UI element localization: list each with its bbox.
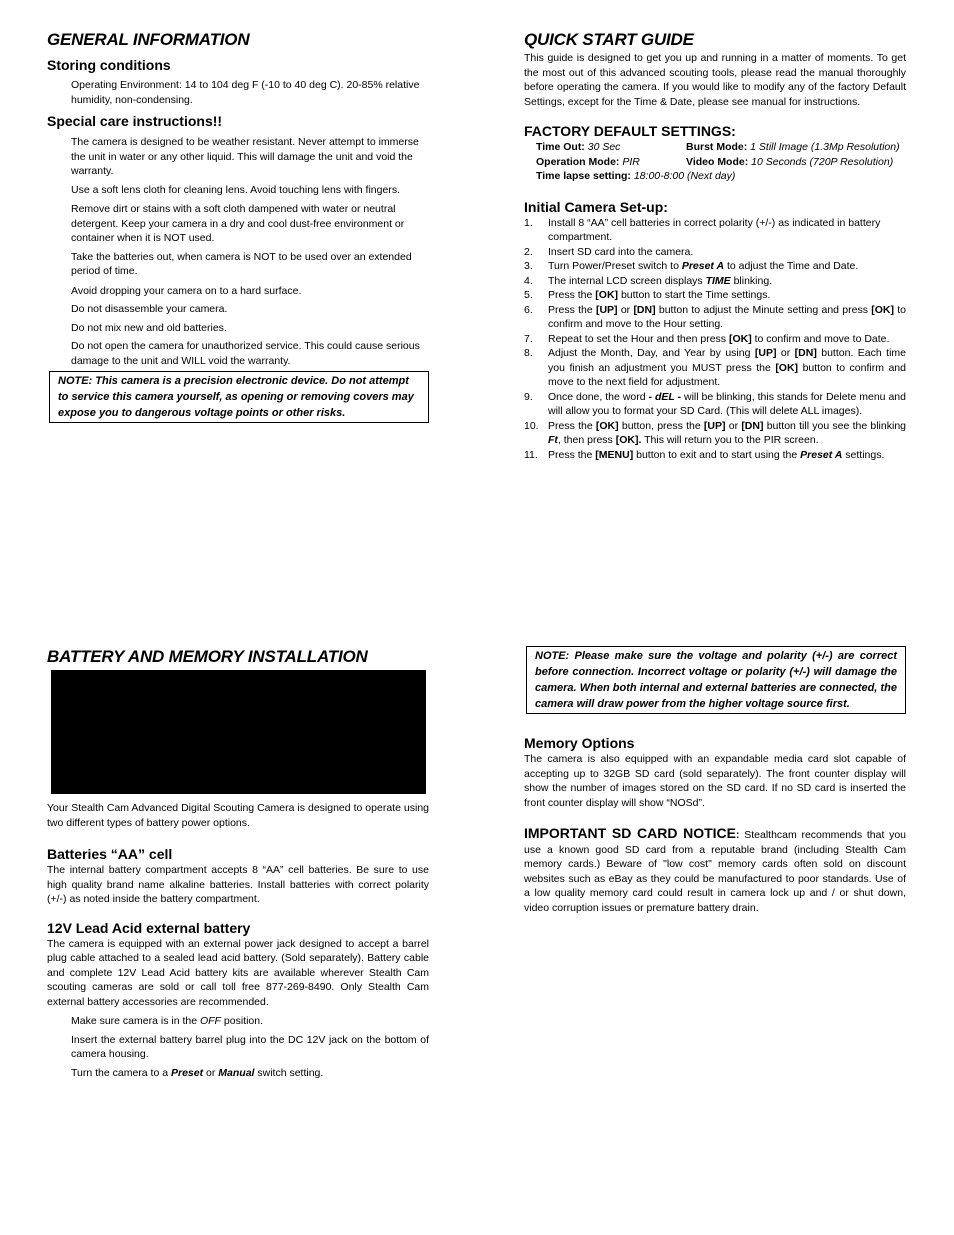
defaults-row — [536, 140, 906, 155]
care-list — [47, 135, 429, 368]
memory-options-heading: Memory Options — [524, 735, 635, 751]
step-text: The internal LCD screen displays TIME blinking. — [548, 274, 773, 287]
step-text: Press the [OK] button to start the Time settings. — [548, 289, 771, 301]
camera-image-placeholder — [51, 670, 426, 794]
step-number: 4. — [524, 274, 533, 287]
external-step: Make sure camera is in the OFF position. — [71, 1015, 263, 1027]
lead-acid-text: The camera is equipped with an external power jack designed to accept a barrel plug cable attached to a sealed lead acid battery. (Sold separately). Battery cable and complete 12V Lead Acid battery kits are available wherever Stealth Cam scouting cameras are sold or call toll free 877-269-8490. Only Stealth Cam external battery accessories are recommended. — [47, 937, 429, 1008]
setup-step — [524, 288, 906, 303]
care-item: Do not open the camera for unauthorized service. This could cause serious damage to the unit and WILL void the warranty. — [71, 340, 420, 367]
voltage-warning-note: NOTE: Please make sure the voltage and polarity (+/-) are correct before connection. Incorrect voltage or polarity (+/-) will damage the camera. When both internal and external batteries are connected, the camera will draw power from the higher voltage source first. — [526, 646, 906, 714]
defaults-row — [536, 169, 906, 184]
step-number: 7. — [524, 332, 533, 345]
memory-options-text: The camera is also equipped with an expandable media card slot capable of accepting up to 32GB SD card (sold separately). The front counter display will show the number of images stored on the SD card. If no SD card is inserted the front counter display will show “NOSd”. — [524, 753, 906, 809]
setup-step — [524, 259, 906, 274]
step-number: 5. — [524, 289, 533, 301]
step-number: 2. — [524, 245, 533, 258]
initial-setup-heading: Initial Camera Set-up: — [524, 198, 668, 215]
care-item: Do not disassemble your camera. — [71, 303, 228, 315]
step-number: 3. — [524, 260, 533, 272]
sd-card-notice: IMPORTANT SD CARD NOTICE: Stealthcam recommends that you use a known good SD card from a reputable brand (including Stealth Cam memory cards.) Beware of "low cost" memory cards often sold on discount websites such as eBay as they could be manufactured to poor standards. Use of a low quality memory card could result in camera lock up and / or shut down, video corruption issues or premature battery drain. — [524, 825, 907, 914]
timeout-setting: Time Out: 30 Sec — [536, 141, 621, 153]
battery-section — [47, 647, 429, 1080]
setup-step — [524, 245, 906, 260]
burst-setting: Burst Mode: 1 Still Image (1.3Mp Resolution) — [686, 141, 900, 153]
step-number: 10. — [524, 419, 539, 432]
battery-installation-title: BATTERY AND MEMORY INSTALLATION — [47, 647, 368, 666]
step-text: Press the [MENU] button to exit and to start using the Preset A settings. — [548, 448, 885, 461]
step-number: 1. — [524, 216, 533, 229]
defaults-row — [536, 155, 906, 170]
storing-conditions-heading: Storing conditions — [47, 57, 171, 73]
step-number: 11. — [524, 448, 538, 461]
setup-step — [524, 390, 906, 419]
general-information-section — [47, 30, 429, 423]
step-text: Press the [UP] or [DN] button to adjust the Minute setting and press [OK] to confirm and move to the Hour setting. — [548, 303, 906, 330]
factory-defaults-table — [524, 140, 906, 184]
aa-batteries-heading: Batteries “AA” cell — [47, 846, 173, 862]
quick-start-section — [524, 30, 906, 462]
time-lapse-setting: Time lapse setting: 18:00-8:00 (Next day) — [536, 170, 736, 182]
quick-start-title: QUICK START GUIDE — [524, 30, 694, 49]
step-number: 9. — [524, 390, 533, 403]
care-item: Do not mix new and old batteries. — [71, 321, 227, 334]
care-item: Use a soft lens cloth for cleaning lens. Avoid touching lens with fingers. — [71, 183, 400, 196]
setup-step — [524, 448, 906, 463]
setup-step — [524, 274, 906, 289]
setup-step — [524, 346, 906, 390]
factory-defaults-heading: FACTORY DEFAULT SETTINGS: — [524, 123, 736, 139]
special-care-heading: Special care instructions!! — [47, 113, 223, 129]
step-text: Insert SD card into the camera. — [548, 245, 694, 258]
external-step: Turn the camera to a Preset or Manual switch setting. — [71, 1066, 324, 1079]
memory-section — [524, 646, 906, 915]
storing-conditions-text: Operating Environment: 14 to 104 deg F (-10 to 40 deg C). 20-85% relative humidity, non-condensing. — [71, 79, 420, 106]
setup-step — [524, 332, 906, 347]
setup-step — [524, 216, 906, 245]
aa-batteries-text: The internal battery compartment accepts 8 “AA” cell batteries. Be sure to use high quality brand name alkaline batteries. Install batteries with correct polarity (+/-) as noted inside the battery compartment. — [47, 864, 429, 905]
setup-step — [524, 419, 906, 448]
lead-acid-heading: 12V Lead Acid external battery — [47, 919, 251, 936]
step-number: 6. — [524, 303, 533, 316]
step-text: Press the [OK] button, press the [UP] or [DN] button till you see the blinking Ft, then press [OK]. This will return you to the PIR screen. — [548, 419, 906, 446]
battery-intro: Your Stealth Cam Advanced Digital Scouting Camera is designed to operate using two different types of battery power options. — [47, 802, 429, 829]
care-item: Avoid dropping your camera on to a hard surface. — [71, 284, 302, 297]
care-item: Remove dirt or stains with a soft cloth dampened with water or neutral detergent. Keep your camera in a dry and cool dust-free environment or container when it is NOT used. — [71, 203, 405, 244]
general-information-title: GENERAL INFORMATION — [47, 30, 250, 49]
step-text: Once done, the word - dEL - will be blinking, this stands for Delete menu and will allow you to format your SD Card. (This will delete ALL images). — [548, 390, 906, 417]
setup-steps-list — [524, 216, 906, 463]
service-warning-note: NOTE: This camera is a precision electronic device. Do not attempt to service this camera yourself, as opening or removing covers may expose you to dangerous voltage points or other risks. — [49, 371, 429, 423]
care-item: Take the batteries out, when camera is NOT to be used over an extended period of time. — [71, 250, 412, 277]
sd-card-notice-heading: IMPORTANT SD CARD NOTICE — [524, 825, 737, 841]
step-text: Turn Power/Preset switch to Preset A to adjust the Time and Date. — [548, 260, 859, 272]
step-text: Install 8 “AA” cell batteries in correct polarity (+/-) as indicated in battery compartment. — [548, 216, 881, 243]
step-number: 8. — [524, 347, 533, 359]
operation-mode-setting: Operation Mode: PIR — [536, 155, 640, 168]
step-text: Adjust the Month, Day, and Year by using [UP] or [DN] button. Each time you finish an adjustment you MUST press the [OK] button to confirm and move to the next field for adjustment. — [548, 347, 906, 388]
setup-step — [524, 303, 906, 332]
external-step: Insert the external battery barrel plug into the DC 12V jack on the bottom of camera housing. — [71, 1033, 429, 1060]
care-item: The camera is designed to be weather resistant. Never attempt to immerse the unit in water or any other liquid. This will damage the unit and void the warranty. — [71, 136, 419, 177]
video-mode-setting: Video Mode: 10 Seconds (720P Resolution) — [686, 155, 894, 168]
quick-start-intro: This guide is designed to get you up and running in a matter of moments. To get the most out of this advanced scouting tools, please read the manual thoroughly before operating the camera. If you would like to modify any of the factory Default Settings, except for the Time & Date, please see manual for instructions. — [524, 52, 906, 108]
step-text: Repeat to set the Hour and then press [OK] to confirm and move to Date. — [548, 332, 890, 345]
